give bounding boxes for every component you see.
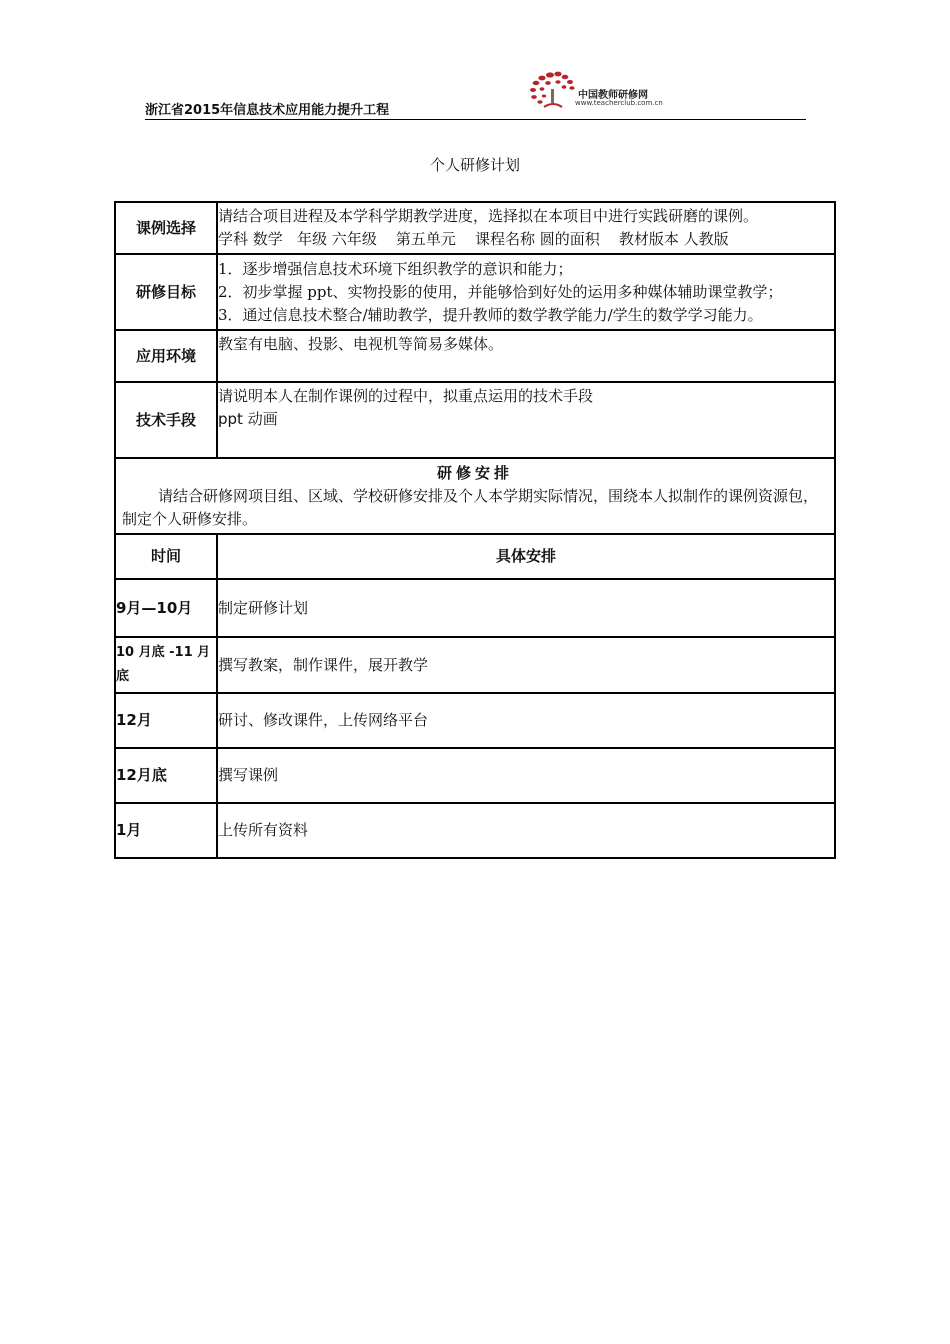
schedule-title: 研修安排 <box>436 463 513 482</box>
row-goal <box>115 254 835 330</box>
time-cell: 12月底 <box>115 748 217 803</box>
logo-url: www.teacherclub.com.cn <box>575 99 663 107</box>
goal-item: 3．通过信息技术整合/辅助教学，提升教师的数学教学能力/学生的数学学习能力。 <box>218 305 763 324</box>
row-tech <box>115 382 835 458</box>
table-row <box>115 693 835 748</box>
row-schedule-header <box>115 458 835 534</box>
row-case <box>115 202 835 254</box>
goal-item: 2．初步掌握 ppt、实物投影的使用，并能够恰到好处的运用多种媒体辅助课堂教学； <box>218 282 783 301</box>
logo-name: 中国教师研修网 <box>578 90 648 101</box>
header-divider <box>145 119 806 120</box>
time-cell: 9月—10月 <box>115 579 217 637</box>
time-cell: 10 月底 -11 月底 <box>115 637 217 693</box>
time-cell: 1月 <box>115 803 217 858</box>
col-time-header: 时间 <box>115 534 217 579</box>
case-details: 学科 数学 年级 六年级 第五单元 课程名称 圆的面积 教材版本 人教版 <box>218 230 729 248</box>
case-label: 课例选择 <box>115 202 217 254</box>
page-title: 个人研修计划 <box>429 156 520 174</box>
table-row <box>115 579 835 637</box>
plan-cell: 制定研修计划 <box>217 579 835 637</box>
header-project-title: 浙江省2015年信息技术应用能力提升工程 <box>145 103 390 118</box>
tree-logo-icon <box>528 69 578 113</box>
plan-cell: 上传所有资料 <box>217 803 835 858</box>
table-row <box>115 748 835 803</box>
plan-cell: 撰写教案，制作课件，展开教学 <box>217 637 835 693</box>
plan-table <box>114 201 836 859</box>
site-logo <box>528 69 678 113</box>
case-content <box>217 202 835 254</box>
tech-value: ppt 动画 <box>218 410 278 428</box>
row-column-headers <box>115 534 835 579</box>
case-instruction: 请结合项目进程及本学科学期教学进度，选择拟在本项目中进行实践研磨的课例。 <box>218 207 759 225</box>
env-label: 应用环境 <box>115 330 217 382</box>
tech-label: 技术手段 <box>115 382 217 458</box>
col-plan-header: 具体安排 <box>217 534 835 579</box>
goal-label: 研修目标 <box>115 254 217 330</box>
time-cell: 12月 <box>115 693 217 748</box>
table-row <box>115 803 835 858</box>
schedule-intro-cell <box>115 458 835 534</box>
goal-content <box>217 254 835 330</box>
env-content: 教室有电脑、投影、电视机等简易多媒体。 <box>217 330 835 382</box>
tech-instruction: 请说明本人在制作课例的过程中，拟重点运用的技术手段 <box>218 387 594 405</box>
goal-item: 1．逐步增强信息技术环境下组织教学的意识和能力； <box>218 259 573 278</box>
tech-content <box>217 382 835 458</box>
schedule-intro: 请结合研修网项目组、区域、学校研修安排及个人本学期实际情况，围绕本人拟制作的课例资源包，制定个人研修安排。 <box>122 486 819 528</box>
plan-cell: 研讨、修改课件，上传网络平台 <box>217 693 835 748</box>
plan-cell: 撰写课例 <box>217 748 835 803</box>
table-row <box>115 637 835 693</box>
row-env <box>115 330 835 382</box>
